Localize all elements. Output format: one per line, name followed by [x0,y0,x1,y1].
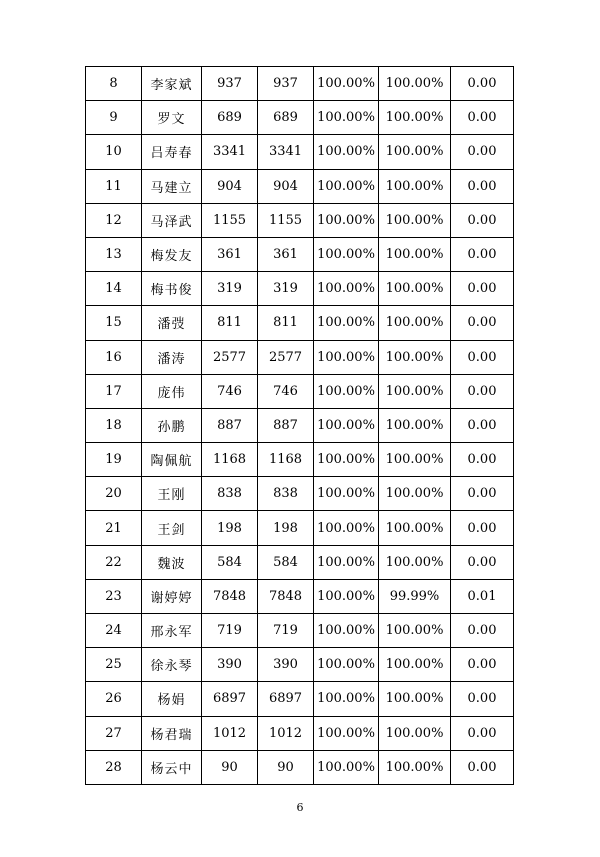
percent-2-cell: 100.00% [379,682,451,716]
difference-cell: 0.00 [451,750,514,784]
value-b-cell: 1168 [258,443,314,477]
row-number-cell: 21 [86,511,142,545]
difference-cell: 0.00 [451,716,514,750]
difference-cell: 0.00 [451,340,514,374]
row-number-cell: 26 [86,682,142,716]
value-a-cell: 689 [202,101,258,135]
table-row [86,101,514,135]
value-a-cell: 198 [202,511,258,545]
name-cell: 杨君瑞 [142,716,202,750]
name-cell: 马建立 [142,169,202,203]
percent-1-cell: 100.00% [314,67,379,101]
name-cell: 马泽武 [142,203,202,237]
table-row [86,750,514,784]
name-cell: 杨云中 [142,750,202,784]
percent-1-cell: 100.00% [314,203,379,237]
table-row [86,306,514,340]
value-b-cell: 198 [258,511,314,545]
table-row [86,716,514,750]
difference-cell: 0.01 [451,579,514,613]
row-number-cell: 12 [86,203,142,237]
name-cell: 徐永琴 [142,648,202,682]
table-row [86,237,514,271]
row-number-cell: 22 [86,545,142,579]
name-cell: 邢永军 [142,614,202,648]
value-b-cell: 838 [258,477,314,511]
value-b-cell: 90 [258,750,314,784]
percent-2-cell: 100.00% [379,648,451,682]
row-number-cell: 16 [86,340,142,374]
value-b-cell: 689 [258,101,314,135]
percent-1-cell: 100.00% [314,579,379,613]
percent-1-cell: 100.00% [314,408,379,442]
percent-2-cell: 100.00% [379,67,451,101]
data-table [85,66,514,785]
value-b-cell: 6897 [258,682,314,716]
percent-1-cell: 100.00% [314,545,379,579]
percent-1-cell: 100.00% [314,477,379,511]
value-a-cell: 904 [202,169,258,203]
percent-2-cell: 100.00% [379,169,451,203]
value-a-cell: 319 [202,272,258,306]
name-cell: 罗文 [142,101,202,135]
percent-2-cell: 100.00% [379,203,451,237]
difference-cell: 0.00 [451,443,514,477]
name-cell: 王刚 [142,477,202,511]
value-b-cell: 904 [258,169,314,203]
row-number-cell: 20 [86,477,142,511]
percent-2-cell: 100.00% [379,716,451,750]
percent-1-cell: 100.00% [314,272,379,306]
table-row [86,682,514,716]
percent-1-cell: 100.00% [314,169,379,203]
row-number-cell: 27 [86,716,142,750]
name-cell: 梅书俊 [142,272,202,306]
percent-2-cell: 100.00% [379,237,451,271]
difference-cell: 0.00 [451,169,514,203]
percent-2-cell: 100.00% [379,306,451,340]
value-b-cell: 390 [258,648,314,682]
name-cell: 庞伟 [142,374,202,408]
percent-1-cell: 100.00% [314,682,379,716]
table-row [86,135,514,169]
percent-2-cell: 100.00% [379,272,451,306]
value-a-cell: 1168 [202,443,258,477]
table-row [86,443,514,477]
value-b-cell: 887 [258,408,314,442]
table-row [86,340,514,374]
row-number-cell: 8 [86,67,142,101]
difference-cell: 0.00 [451,67,514,101]
row-number-cell: 14 [86,272,142,306]
name-cell: 谢婷婷 [142,579,202,613]
difference-cell: 0.00 [451,135,514,169]
difference-cell: 0.00 [451,272,514,306]
percent-2-cell: 100.00% [379,614,451,648]
value-b-cell: 746 [258,374,314,408]
difference-cell: 0.00 [451,408,514,442]
table-row [86,511,514,545]
row-number-cell: 28 [86,750,142,784]
table-body [86,67,514,785]
table-row [86,67,514,101]
value-a-cell: 390 [202,648,258,682]
value-a-cell: 838 [202,477,258,511]
value-b-cell: 2577 [258,340,314,374]
row-number-cell: 17 [86,374,142,408]
value-b-cell: 361 [258,237,314,271]
row-number-cell: 15 [86,306,142,340]
name-cell: 潘弢 [142,306,202,340]
name-cell: 王剑 [142,511,202,545]
table-row [86,545,514,579]
percent-1-cell: 100.00% [314,648,379,682]
percent-1-cell: 100.00% [314,511,379,545]
name-cell: 吕寿春 [142,135,202,169]
percent-2-cell: 100.00% [379,477,451,511]
difference-cell: 0.00 [451,237,514,271]
value-a-cell: 1155 [202,203,258,237]
table-row [86,648,514,682]
percent-2-cell: 100.00% [379,101,451,135]
value-a-cell: 6897 [202,682,258,716]
row-number-cell: 18 [86,408,142,442]
percent-1-cell: 100.00% [314,135,379,169]
percent-1-cell: 100.00% [314,306,379,340]
table-row [86,374,514,408]
value-b-cell: 319 [258,272,314,306]
value-a-cell: 887 [202,408,258,442]
value-b-cell: 1012 [258,716,314,750]
difference-cell: 0.00 [451,203,514,237]
value-a-cell: 811 [202,306,258,340]
percent-2-cell: 99.99% [379,579,451,613]
value-a-cell: 584 [202,545,258,579]
table-row [86,408,514,442]
table-row [86,614,514,648]
difference-cell: 0.00 [451,511,514,545]
value-b-cell: 719 [258,614,314,648]
table-row [86,272,514,306]
value-a-cell: 3341 [202,135,258,169]
value-a-cell: 2577 [202,340,258,374]
percent-1-cell: 100.00% [314,443,379,477]
value-b-cell: 3341 [258,135,314,169]
page-number: 6 [296,801,304,814]
percent-1-cell: 100.00% [314,340,379,374]
difference-cell: 0.00 [451,682,514,716]
difference-cell: 0.00 [451,306,514,340]
percent-2-cell: 100.00% [379,408,451,442]
percent-2-cell: 100.00% [379,340,451,374]
value-a-cell: 361 [202,237,258,271]
name-cell: 梅发友 [142,237,202,271]
row-number-cell: 9 [86,101,142,135]
percent-2-cell: 100.00% [379,135,451,169]
percent-2-cell: 100.00% [379,511,451,545]
name-cell: 李家斌 [142,67,202,101]
percent-2-cell: 100.00% [379,545,451,579]
percent-1-cell: 100.00% [314,750,379,784]
percent-2-cell: 100.00% [379,374,451,408]
difference-cell: 0.00 [451,477,514,511]
percent-1-cell: 100.00% [314,101,379,135]
value-a-cell: 937 [202,67,258,101]
value-a-cell: 90 [202,750,258,784]
table-row [86,203,514,237]
row-number-cell: 10 [86,135,142,169]
value-b-cell: 1155 [258,203,314,237]
value-a-cell: 1012 [202,716,258,750]
row-number-cell: 11 [86,169,142,203]
percent-2-cell: 100.00% [379,750,451,784]
name-cell: 孙鹏 [142,408,202,442]
row-number-cell: 25 [86,648,142,682]
value-a-cell: 719 [202,614,258,648]
value-b-cell: 811 [258,306,314,340]
row-number-cell: 13 [86,237,142,271]
value-a-cell: 7848 [202,579,258,613]
name-cell: 潘涛 [142,340,202,374]
table-row [86,579,514,613]
value-a-cell: 746 [202,374,258,408]
value-b-cell: 937 [258,67,314,101]
row-number-cell: 23 [86,579,142,613]
difference-cell: 0.00 [451,545,514,579]
name-cell: 陶佩航 [142,443,202,477]
percent-1-cell: 100.00% [314,237,379,271]
table-row [86,169,514,203]
difference-cell: 0.00 [451,648,514,682]
value-b-cell: 584 [258,545,314,579]
value-b-cell: 7848 [258,579,314,613]
percent-1-cell: 100.00% [314,614,379,648]
table-row [86,477,514,511]
row-number-cell: 19 [86,443,142,477]
difference-cell: 0.00 [451,614,514,648]
row-number-cell: 24 [86,614,142,648]
name-cell: 魏波 [142,545,202,579]
difference-cell: 0.00 [451,101,514,135]
name-cell: 杨娟 [142,682,202,716]
percent-1-cell: 100.00% [314,716,379,750]
percent-2-cell: 100.00% [379,443,451,477]
difference-cell: 0.00 [451,374,514,408]
percent-1-cell: 100.00% [314,374,379,408]
